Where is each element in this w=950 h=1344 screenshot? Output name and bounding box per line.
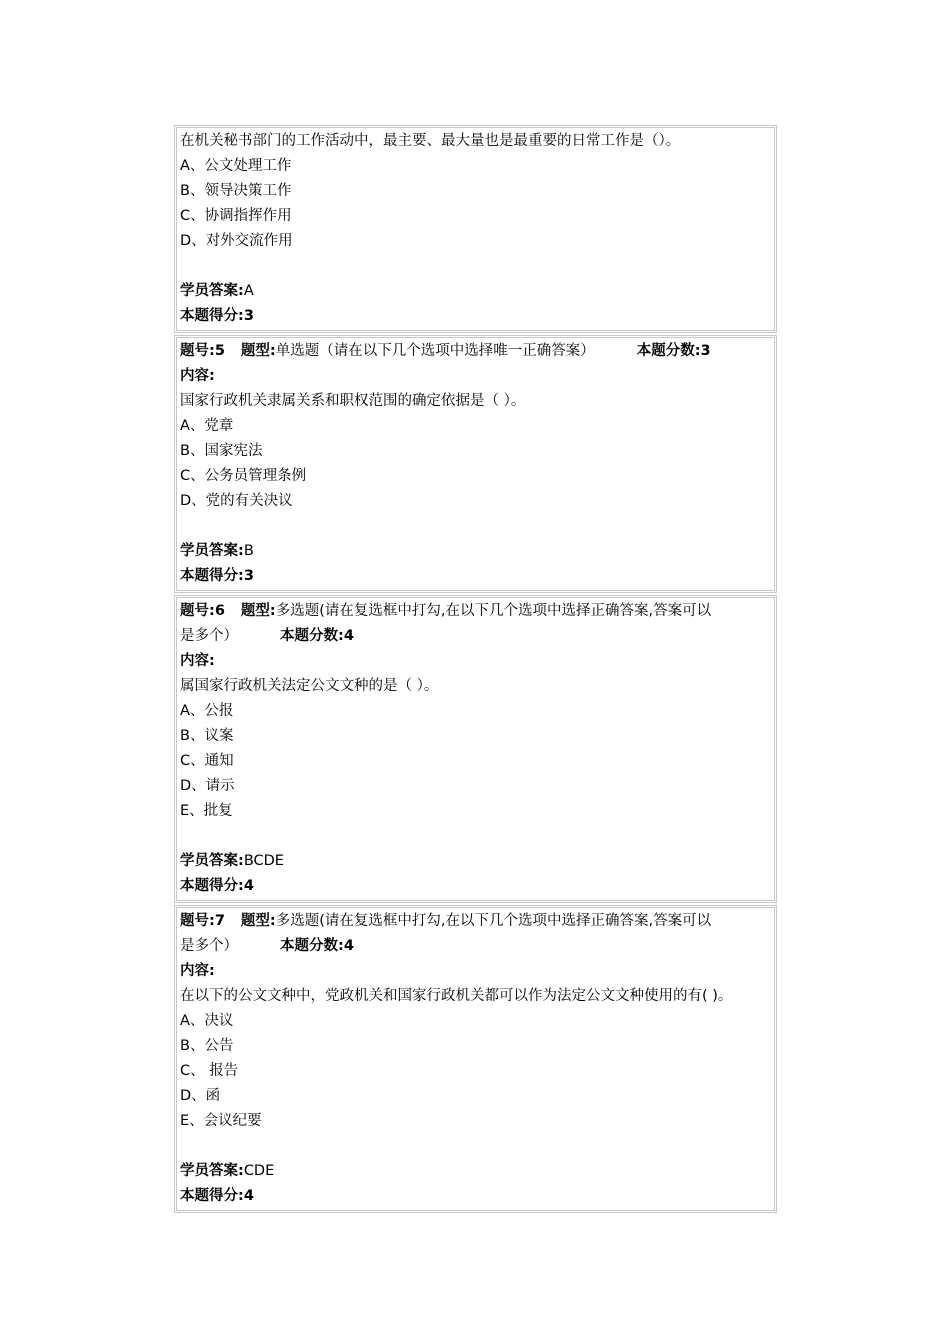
option-b: B、公告 (180, 1038, 234, 1054)
question-text: 属国家行政机关法定公文文种的是（ ）。 (180, 678, 439, 694)
answer-value: CDE (243, 1163, 275, 1179)
spacer (180, 514, 771, 539)
option-a: A、公报 (180, 703, 234, 719)
score-label: 本题分数: (280, 628, 344, 644)
number-value: 7 (214, 913, 225, 929)
type-value: 多选题(请在复选框中打勾,在以下几个选项中选择正确答案,答案可以 (275, 603, 712, 619)
earned-score (180, 874, 771, 899)
answer-label: 学员答案: (180, 283, 244, 299)
student-answer (180, 1159, 771, 1184)
exam-results-sheet (174, 125, 777, 1215)
earned-value: 4 (243, 1188, 254, 1204)
option-d: D、请示 (180, 778, 235, 794)
answer-value: BCDE (243, 853, 284, 869)
earned-value: 3 (243, 568, 254, 584)
answer-label: 学员答案: (180, 1163, 244, 1179)
option-d: D、对外交流作用 (180, 233, 293, 249)
spacer (180, 824, 771, 849)
score-value: 3 (700, 343, 711, 359)
earned-value: 3 (243, 308, 254, 324)
type-label: 题型: (240, 603, 276, 619)
student-answer (180, 849, 771, 874)
number-label: 题号: (180, 603, 215, 619)
type-label: 题型: (240, 343, 276, 359)
number-label: 题号: (180, 913, 215, 929)
option-a: A、决议 (180, 1013, 234, 1029)
student-answer (180, 279, 771, 304)
option-a: A、公文处理工作 (180, 158, 292, 174)
content-label: 内容: (180, 963, 215, 979)
question-block-4 (174, 125, 777, 333)
earned-score (180, 564, 771, 589)
score-value: 4 (343, 938, 354, 954)
type-value-cont: 是多个） (180, 938, 238, 954)
option-b: B、领导决策工作 (180, 183, 292, 199)
question-header (180, 909, 771, 934)
question-block-7 (174, 905, 777, 1213)
option-a: A、党章 (180, 418, 234, 434)
option-c: C、通知 (180, 753, 234, 769)
option-b: B、国家宪法 (180, 443, 263, 459)
earned-label: 本题得分: (180, 878, 244, 894)
score-label: 本题分数: (636, 343, 701, 359)
question-text: 在以下的公文文种中，党政机关和国家行政机关都可以作为法定公文文种使用的有( )。 (180, 988, 733, 1004)
score-value: 4 (343, 628, 354, 644)
question-text: 国家行政机关隶属关系和职权范围的确定依据是（ ）。 (180, 393, 526, 409)
type-label: 题型: (240, 913, 276, 929)
earned-score (180, 1184, 771, 1209)
question-block-5 (174, 335, 777, 593)
option-c: C、协调指挥作用 (180, 208, 292, 224)
type-value-cont: 是多个） (180, 628, 238, 644)
earned-label: 本题得分: (180, 308, 244, 324)
type-value: 多选题(请在复选框中打勾,在以下几个选项中选择正确答案,答案可以 (275, 913, 712, 929)
option-c: C、公务员管理条例 (180, 468, 307, 484)
spacer (180, 254, 771, 279)
earned-value: 4 (243, 878, 254, 894)
question-block-6 (174, 595, 777, 903)
option-e: E、会议纪要 (180, 1113, 262, 1129)
spacer (180, 1134, 771, 1159)
answer-value: B (243, 543, 254, 559)
content-label: 内容: (180, 653, 215, 669)
option-e: E、批复 (180, 803, 233, 819)
question-header (180, 599, 771, 624)
student-answer (180, 539, 771, 564)
earned-label: 本题得分: (180, 568, 244, 584)
earned-score (180, 304, 771, 329)
option-d: D、函 (180, 1088, 221, 1104)
number-value: 5 (214, 343, 225, 359)
question-text: 在机关秘书部门的工作活动中，最主要、最大量也是最重要的日常工作是（）。 (180, 133, 681, 149)
number-label: 题号: (180, 343, 215, 359)
option-d: D、党的有关决议 (180, 493, 293, 509)
type-value: 单选题（请在以下几个选项中选择唯一正确答案） (275, 343, 595, 359)
answer-label: 学员答案: (180, 543, 244, 559)
number-value: 6 (214, 603, 225, 619)
answer-value: A (243, 283, 254, 299)
answer-label: 学员答案: (180, 853, 244, 869)
option-c: C、 报告 (180, 1063, 239, 1079)
earned-label: 本题得分: (180, 1188, 244, 1204)
question-header-cont (180, 934, 771, 959)
content-label: 内容: (180, 368, 215, 384)
question-header (180, 339, 771, 364)
option-b: B、议案 (180, 728, 234, 744)
score-label: 本题分数: (280, 938, 344, 954)
question-header-cont (180, 624, 771, 649)
